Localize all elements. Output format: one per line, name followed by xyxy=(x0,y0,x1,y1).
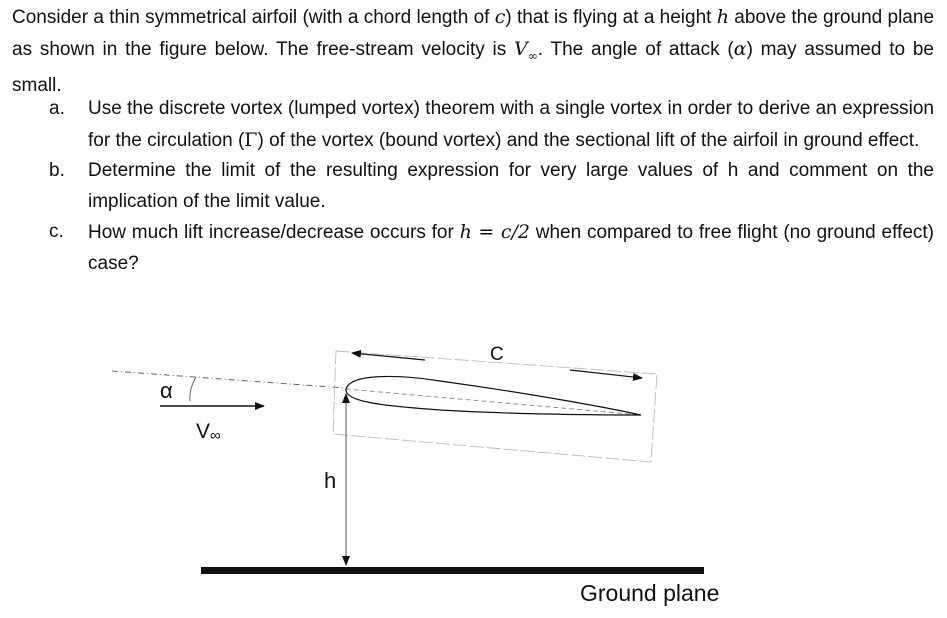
horizontal-reference-line xyxy=(112,371,345,388)
velocity-symbol: V xyxy=(514,37,528,60)
intro-text-5: ) may assumed to be small. xyxy=(12,38,934,96)
intro-text-2: ) that is flying at a height xyxy=(505,7,717,28)
airfoil-outline xyxy=(346,376,641,415)
question-a-label: a. xyxy=(49,98,65,119)
intro-text-3: above the ground plane as shown in the figure below. The free-stream velocity is xyxy=(12,7,935,60)
intro-text-4: . The angle of attack ( xyxy=(537,38,734,60)
freestream-label xyxy=(196,420,221,444)
height-label: h xyxy=(324,468,337,493)
alpha-symbol: α xyxy=(733,37,747,60)
question-c-text-2: when compared to free flight (no ground effect) case? xyxy=(88,222,934,274)
question-c-label: c. xyxy=(49,221,64,242)
question-a xyxy=(12,94,934,156)
problem-intro xyxy=(12,2,934,101)
question-a-text-1: Use the discrete vortex (lumped vortex) theorem with a single vortex in order to derive an expression for the circulation ( xyxy=(88,98,934,151)
h-equals-c-over-2: h = c/2 xyxy=(459,221,530,243)
alpha-label: α xyxy=(160,378,173,403)
question-a-text-2: ) of the vortex (bound vortex) and the sectional lift of the airfoil in ground effect. xyxy=(257,129,920,151)
question-b-label: b. xyxy=(49,160,65,181)
chord-label: C xyxy=(490,344,504,365)
ground-plane xyxy=(201,567,704,574)
chord-bounding-box xyxy=(333,351,657,462)
question-b xyxy=(12,156,934,217)
airfoil-ground-effect-figure xyxy=(0,320,947,618)
gamma-symbol: Γ xyxy=(244,128,258,151)
question-b-text: Determine the limit of the resulting expression for very large values of h and comment on the implication of the limit value. xyxy=(88,160,934,212)
question-c xyxy=(12,217,934,279)
chord-symbol: c xyxy=(494,6,506,28)
velocity-subscript: ∞ xyxy=(527,48,538,63)
chord-line xyxy=(346,389,641,415)
chord-arrow-right xyxy=(570,370,642,378)
question-c-text-1: How much lift increase/decrease occurs for xyxy=(88,222,460,243)
freestream-label-v: V xyxy=(196,420,211,443)
freestream-label-subscript: ∞ xyxy=(210,427,221,444)
height-symbol: h xyxy=(716,6,729,28)
intro-text-1: Consider a thin symmetrical airfoil (with a chord length of xyxy=(12,7,495,28)
alpha-arc xyxy=(190,377,196,401)
ground-plane-label: Ground plane xyxy=(580,580,720,606)
question-list xyxy=(12,94,934,279)
